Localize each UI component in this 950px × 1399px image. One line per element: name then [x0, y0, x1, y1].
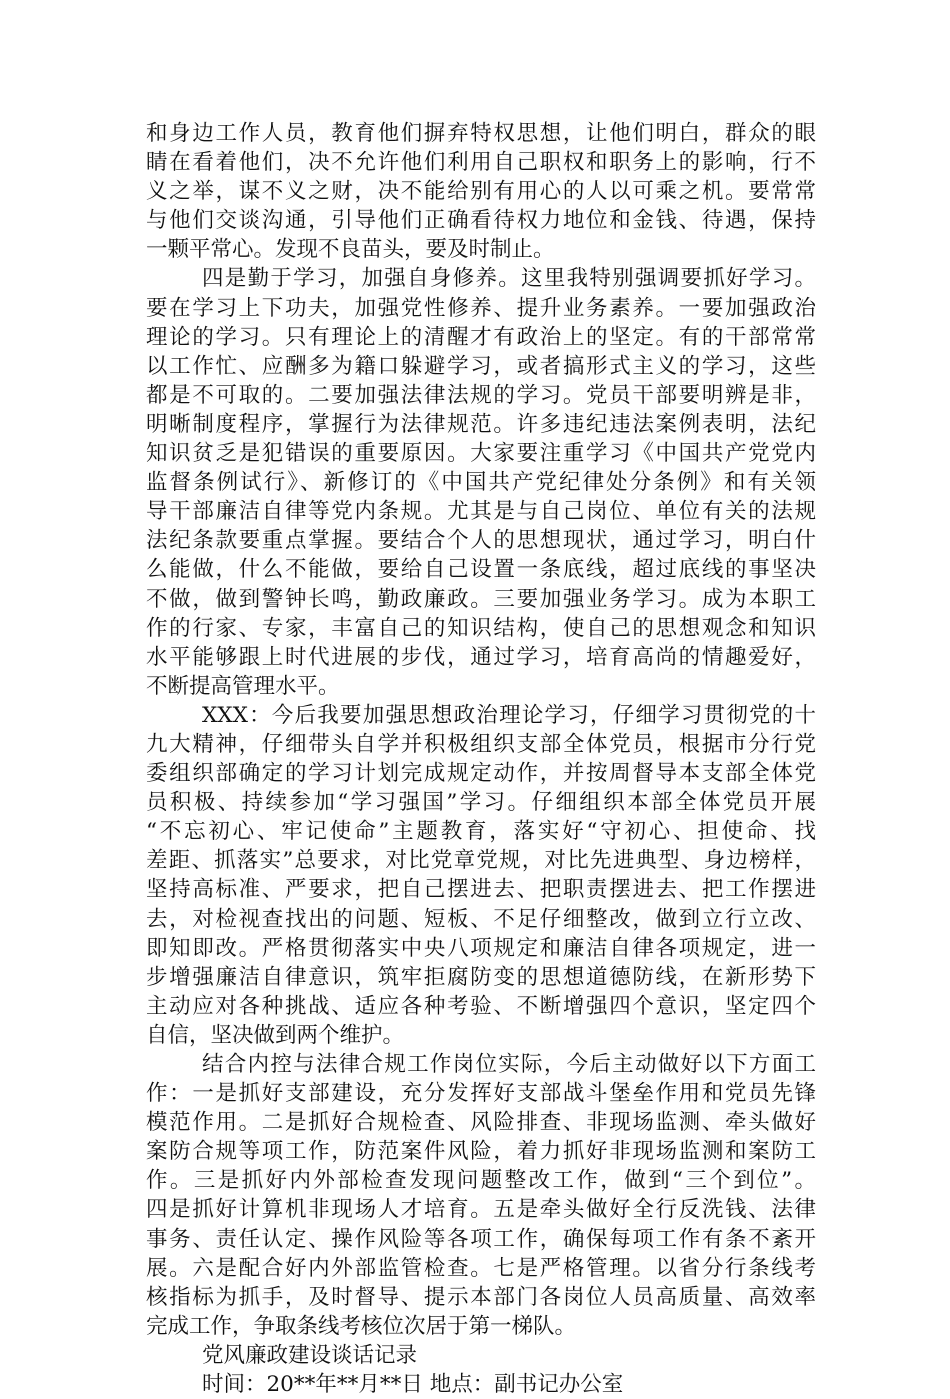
text-line: 四是勤于学习，加强自身修养。这里我特别强调要抓好学习。	[202, 266, 816, 292]
text-line: 案防合规等项工作，防范案件风险，着力抓好非现场监测和案防工	[146, 1139, 816, 1165]
text-line: 法纪条款要重点掌握。要结合个人的思想现状，通过学习，明白什	[146, 528, 816, 554]
text-line: 员积极、持续参加“学习强国”学习。仔细组织本部全体党员开展	[146, 790, 816, 816]
document-body	[146, 119, 816, 1399]
text-line: 以工作忙、应酬多为籍口躲避学习，或者搞形式主义的学习，这些	[146, 353, 816, 379]
text-line: 一颗平常心。发现不良苗头，要及时制止。	[146, 237, 555, 263]
text-line: 自信，坚决做到两个维护。	[146, 1022, 405, 1048]
text-line: 展。六是配合好内外部监管检查。七是严格管理。以省分行条线考	[146, 1255, 816, 1281]
text-line: 核指标为抓手，及时督导、提示本部门各岗位人员高质量、高效率	[146, 1284, 816, 1310]
text-line: 知识贫乏是犯错误的重要原因。大家要注重学习《中国共产党党内	[146, 441, 816, 467]
text-line: 和身边工作人员，教育他们摒弃特权思想，让他们明白，群众的眼	[146, 121, 816, 146]
text-line: 水平能够跟上时代进展的步伐，通过学习，培育高尚的情趣爱好，	[146, 644, 816, 670]
text-line: “不忘初心、牢记使命”主题教育，落实好“守初心、担使命、找	[146, 819, 816, 845]
text-line: XXX：今后我要加强思想政治理论学习，仔细学习贯彻党的十	[202, 702, 816, 728]
text-line: 都是不可取的。二要加强法律法规的学习。党员干部要明辨是非，	[146, 382, 816, 408]
text-line: 作：一是抓好支部建设，充分发挥好支部战斗堡垒作用和党员先锋	[146, 1081, 816, 1107]
text-line: 睛在看着他们，决不允许他们利用自己职权和职务上的影响，行不	[146, 150, 816, 176]
text-line: 监督条例试行》、新修订的《中国共产党纪律处分条例》和有关领	[146, 470, 816, 496]
text-line: 时间：20**年**月**日 地点：副书记办公室	[202, 1372, 624, 1398]
text-line: 导干部廉洁自律等党内条规。尤其是与自己岗位、单位有关的法规	[146, 499, 816, 525]
text-line: 即知即改。严格贯彻落实中央八项规定和廉洁自律各项规定，进一	[146, 935, 816, 961]
text-line: 么能做，什么不能做，要给自己设置一条底线，超过底线的事坚决	[146, 557, 816, 583]
text-line: 委组织部确定的学习计划完成规定动作，并按周督导本支部全体党	[146, 761, 816, 787]
text-line: 去，对检视查找出的问题、短板、不足仔细整改，做到立行立改、	[146, 906, 816, 932]
text-line: 党风廉政建设谈话记录	[202, 1342, 418, 1368]
text-line: 明晰制度程序，掌握行为法律规范。许多违纪违法案例表明，法纪	[146, 411, 816, 437]
text-line: 不做，做到警钟长鸣，勤政廉政。三要加强业务学习。成为本职工	[146, 586, 816, 612]
text-line: 理论的学习。只有理论上的清醒才有政治上的坚定。有的干部常常	[146, 324, 816, 350]
text-line: 义之举，谋不义之财，决不能给别有用心的人以可乘之机。要常常	[146, 179, 816, 205]
text-line: 主动应对各种挑战、适应各种考验、不断增强四个意识，坚定四个	[146, 993, 816, 1019]
text-line: 步增强廉洁自律意识，筑牢拒腐防变的思想道德防线，在新形势下	[146, 964, 816, 990]
text-line: 四是抓好计算机非现场人才培育。五是牵头做好全行反洗钱、法律	[146, 1197, 816, 1223]
text-line: 要在学习上下功夫，加强党性修养、提升业务素养。一要加强政治	[146, 295, 816, 321]
text-line: 事务、责任认定、操作风险等各项工作，确保每项工作有条不紊开	[146, 1226, 816, 1252]
text-line: 不断提高管理水平。	[146, 673, 340, 699]
text-line: 坚持高标准、严要求，把自己摆进去、把职责摆进去、把工作摆进	[146, 877, 816, 903]
text-line: 结合内控与法律合规工作岗位实际，今后主动做好以下方面工	[202, 1052, 816, 1077]
text-line: 模范作用。二是抓好合规检查、风险排查、非现场监测、牵头做好	[146, 1110, 816, 1136]
text-line: 九大精神，仔细带头自学并积极组织支部全体党员，根据市分行党	[146, 731, 816, 757]
text-line: 差距、抓落实”总要求，对比党章党规，对比先进典型、身边榜样，	[146, 848, 816, 874]
text-line: 与他们交谈沟通，引导他们正确看待权力地位和金钱、待遇，保持	[146, 208, 816, 234]
text-line: 作的行家、专家，丰富自己的知识结构，使自己的思想观念和知识	[146, 615, 816, 641]
text-line: 作。三是抓好内外部检查发现问题整改工作，做到“三个到位”。	[146, 1168, 816, 1194]
text-line: 完成工作，争取条线考核位次居于第一梯队。	[146, 1313, 577, 1339]
